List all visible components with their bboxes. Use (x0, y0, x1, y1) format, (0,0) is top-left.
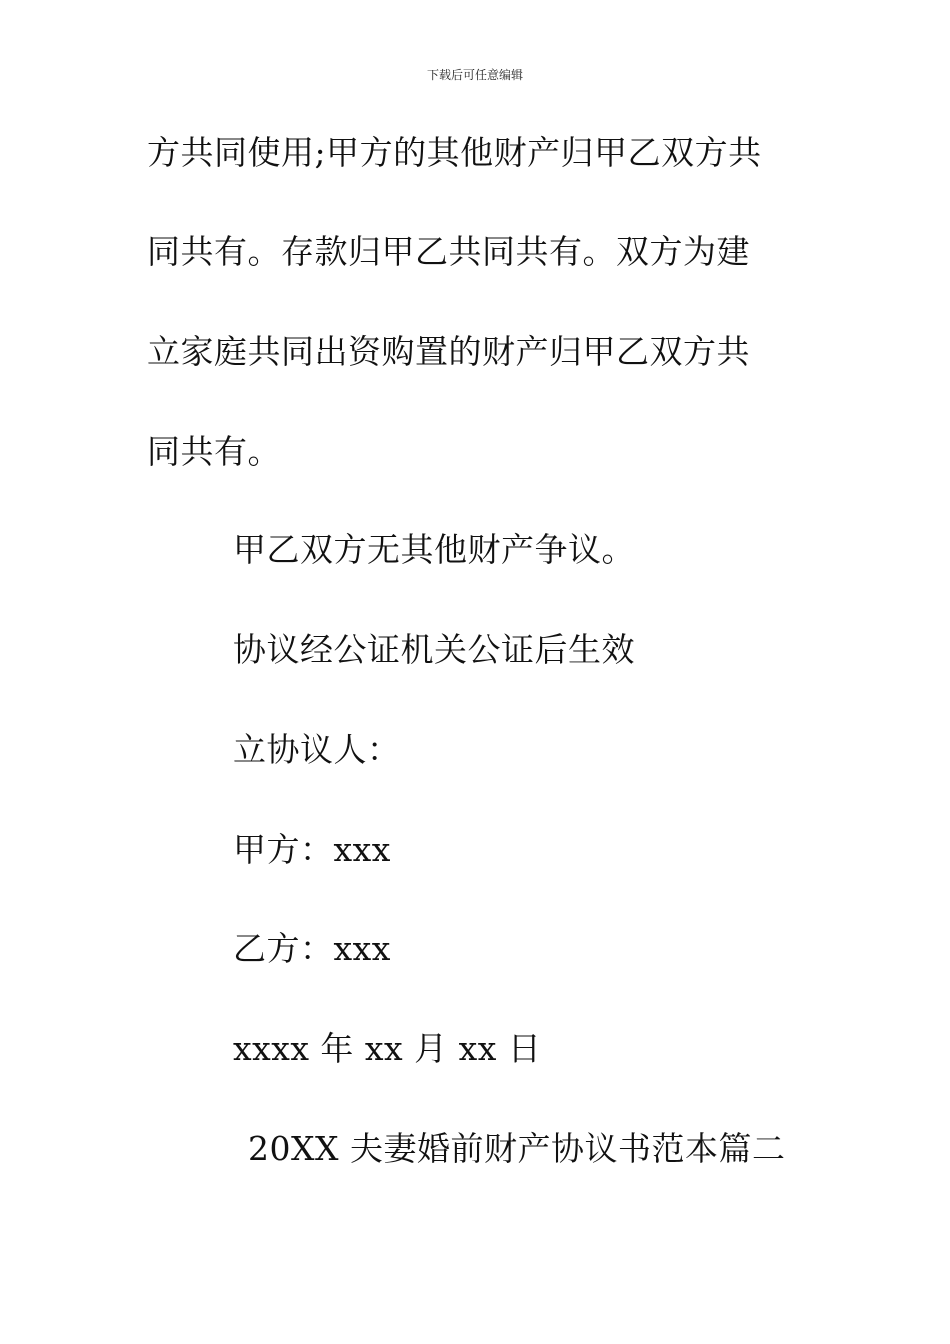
header-note: 下载后可任意编辑 (426, 68, 523, 82)
paragraph-line-3: 立家庭共同出资购置的财产归甲乙双方共 (147, 332, 750, 371)
paragraph-line-4: 同共有。 (147, 432, 281, 471)
party-a-line: 甲方：xxx (233, 830, 391, 869)
no-dispute-clause: 甲乙双方无其他财产争议。 (233, 530, 635, 569)
effective-clause: 协议经公证机关公证后生效 (233, 630, 635, 669)
date-line: xxxx 年 xx 月 xx 日 (233, 1029, 542, 1068)
next-section-title: 20XX 夫妻婚前财产协议书范本篇二 (248, 1129, 786, 1168)
party-b-line: 乙方：xxx (233, 929, 391, 968)
signatories-label: 立协议人： (233, 730, 401, 769)
paragraph-line-2: 同共有。存款归甲乙共同共有。双方为建 (147, 232, 750, 271)
paragraph-line-1: 方共同使用;甲方的其他财产归甲乙双方共 (147, 133, 762, 172)
